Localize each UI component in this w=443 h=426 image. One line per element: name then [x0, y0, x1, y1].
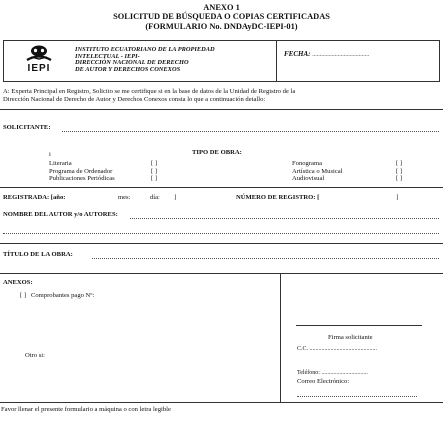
checkbox[interactable]: [ ]: [151, 175, 158, 182]
obra-right-checkboxes[interactable]: [396, 160, 402, 183]
intro-text: [3, 88, 443, 103]
correo-input[interactable]: [297, 396, 417, 397]
institution-name: [75, 47, 255, 74]
firma-label: Firma solicitante: [328, 334, 373, 341]
titulo-label: TÍTULO DE LA OBRA:: [3, 251, 73, 258]
form-title: SOLICITUD DE BÚSQUEDA O COPIAS CERTIFICADAS: [113, 12, 330, 22]
checkbox[interactable]: [ ]: [396, 160, 403, 167]
obra-literaria[interactable]: [49, 160, 179, 183]
iepi-logo: [22, 44, 56, 74]
firma-line[interactable]: [296, 325, 422, 326]
logo-text: IEPI: [27, 63, 51, 74]
numero-registro-label[interactable]: NÚMERO DE REGISTRO: [: [236, 194, 320, 201]
autor-input[interactable]: [130, 218, 439, 219]
registrada-label: REGISTRADA: [año:: [3, 194, 66, 201]
divider-top: [0, 109, 443, 110]
annex-label: ANEXO 1: [203, 3, 240, 12]
intro-line-1: A: Experta Principal en Registro, Solicito se me certifique si en la base de datos de la Unidad de Registro de la: [3, 88, 296, 95]
obra-option-label: Audiovisual: [292, 175, 325, 182]
autor-input-2[interactable]: [3, 233, 439, 234]
anexos-label: ANEXOS:: [3, 279, 33, 286]
tipo-obra-title: TIPO DE OBRA:: [192, 149, 242, 156]
correo-label: Correo Electrónico:: [297, 378, 350, 385]
telefono-field[interactable]: Teléfono: ...............................: [297, 370, 368, 376]
institution-line-2: INTELECTUAL - IEPI-: [75, 52, 140, 60]
bottom-divider: [280, 273, 281, 403]
checkbox[interactable]: [ ]: [151, 167, 158, 175]
institution-line-3: DIRECCIÓN NACIONAL DE DERECHO: [75, 59, 189, 67]
obra-option-label: Fonograma: [292, 160, 323, 167]
mes-label[interactable]: mes:: [118, 194, 131, 201]
obra-right-options[interactable]: [292, 160, 392, 183]
autor-label: NOMBRE DEL AUTOR y/o AUTORES:: [3, 211, 118, 218]
obra-option-label: Artística o Musical: [292, 167, 343, 175]
solicitante-label: SOLICITANTE:: [3, 124, 51, 131]
obra-option-label: Literaria: [49, 160, 72, 167]
cc-field[interactable]: C.C. .............................................: [297, 346, 378, 352]
divider-tipo: [0, 187, 443, 188]
obra-option-label: Publicaciones Periódicas: [49, 175, 115, 182]
dia-label[interactable]: día:: [150, 194, 160, 201]
header-box-divider: [276, 40, 277, 82]
fecha-field[interactable]: [284, 50, 369, 58]
footer-note: Favor llenar el presente formulario a máquina o con letra legible: [1, 406, 171, 413]
divider-anexos: [0, 273, 443, 274]
intro-line-2: Dirección Nacional de Derecho de Autor y Derechos Conexos consta lo que a continuación detallo:: [3, 95, 266, 103]
institution-line-1: INSTITUTO ECUATORIANO DE LA PROPIEDAD: [75, 46, 215, 53]
institution-line-4: DE AUTOR Y DERECHOS CONEXOS: [75, 66, 181, 74]
obra-left-checkboxes[interactable]: [151, 160, 157, 183]
form-number: (FORMULARIO No. DNDAyDC-IEPI-01): [145, 21, 298, 31]
otro-si-label: Otro si:: [25, 352, 45, 359]
solicitante-input[interactable]: [62, 131, 439, 132]
checkbox[interactable]: [ ]: [396, 167, 403, 175]
checkbox[interactable]: [ ]: [151, 160, 158, 167]
fecha-dots: ......................................: [312, 52, 370, 58]
registrada-close: ]: [174, 194, 177, 201]
fecha-label: FECHA:: [284, 50, 311, 58]
numero-registro-close: ]: [396, 194, 399, 201]
tipo-obra-marker: i: [49, 151, 51, 158]
bottom-box: [0, 243, 443, 403]
checkbox[interactable]: [ ]: [396, 175, 403, 182]
obra-option-label: Programa de Ordenador: [49, 167, 113, 175]
comprobantes-checkbox[interactable]: [ ] Comprobantes pago Nº:: [20, 292, 95, 299]
form-header: [0, 3, 443, 31]
